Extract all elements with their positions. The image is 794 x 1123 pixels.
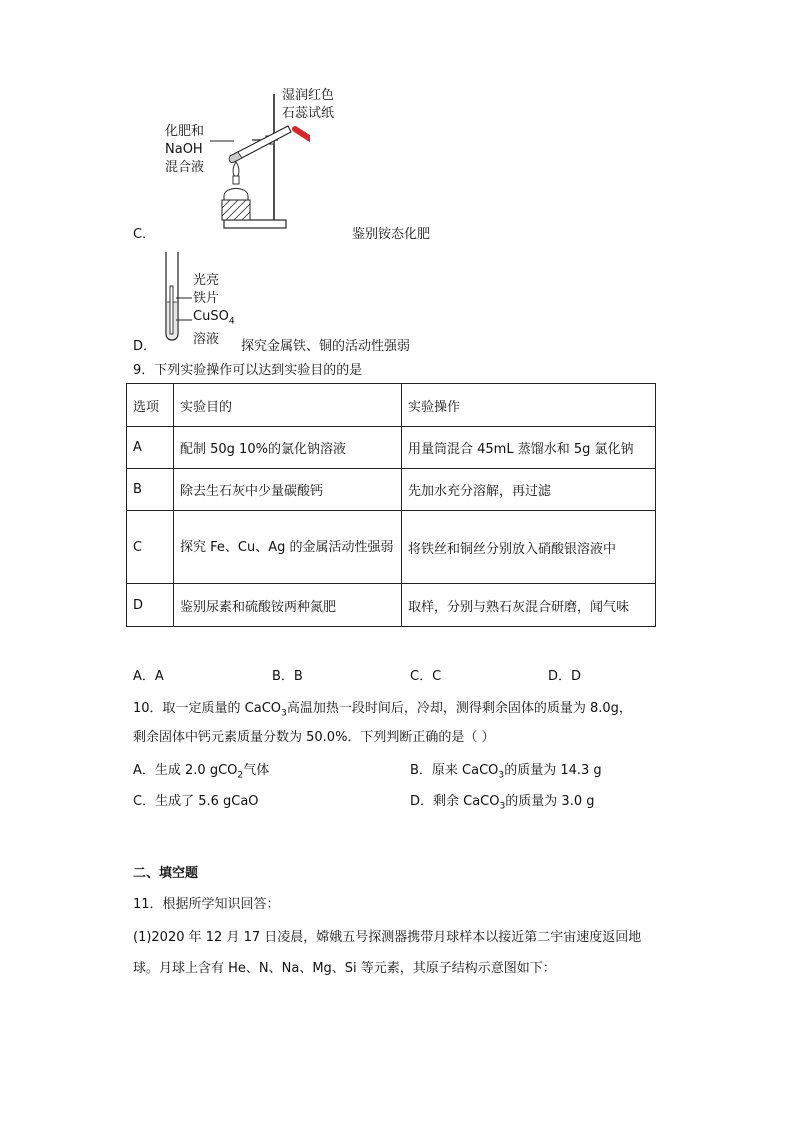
iron-label-line1: 光亮 xyxy=(193,273,220,288)
row-operation: 用量筒混合 45mL 蒸馏水和 5g 氯化钠 xyxy=(402,427,656,469)
row-operation: 先加水充分溶解，再过滤 xyxy=(402,469,656,511)
leader-line xyxy=(210,138,234,144)
q10-option-b: B．原来 CaCO$_3$的质量为 14.3 g xyxy=(410,763,602,781)
leader-lines xyxy=(176,290,192,330)
q9-table xyxy=(126,383,656,627)
q10-option-c: C．生成了 5.6 gCaO xyxy=(133,794,259,809)
header-operation: 实验操作 xyxy=(402,384,656,427)
mixture-label-line1: 化肥和 xyxy=(165,124,205,139)
row-purpose: 鉴别尿素和硫酸铵两种氮肥 xyxy=(174,584,402,627)
row-option: D xyxy=(127,584,174,627)
solution-label: 溶液 xyxy=(193,331,220,347)
row-operation: 将铁丝和铜丝分别放入硝酸银溶液中 xyxy=(402,511,656,584)
table-row xyxy=(127,511,656,584)
q10-option-a: A．生成 2.0 gCO$_2$气体 xyxy=(133,763,270,781)
litmus-label-line2: 石蕊试纸 xyxy=(282,106,335,121)
q9-option-b: B．B xyxy=(272,669,303,684)
q9-option-a: A．A xyxy=(133,669,164,684)
iron-label-line2: 铁片 xyxy=(193,291,220,306)
row-option: C xyxy=(127,511,174,584)
q11-part1-line1: (1)2020 年 12 月 17 日凌晨，嫦娥五号探测器携带月球样本以接近第二宇宙速度返回地 xyxy=(133,930,642,945)
q9-stem: 9．下列实验操作可以达到实验目的的是 xyxy=(133,363,363,378)
mixture-label-line2: NaOH xyxy=(165,142,203,157)
section-heading: 二、填空题 xyxy=(133,866,199,881)
q11-stem: 11．根据所学知识回答： xyxy=(133,897,280,912)
q11-part1-line2: 球。月球上含有 He、N、Na、Mg、Si 等元素，其原子结构示意图如下： xyxy=(133,961,556,976)
header-option: 选项 xyxy=(127,384,174,427)
q10-stem-line1: 10．取一定质量的 CaCO$_3$高温加热一段时间后，冷却，测得剩余固体的质量为 8.0g， xyxy=(133,701,632,719)
q9-option-c: C．C xyxy=(410,669,442,684)
q10-stem-line2: 剩余固体中钙元素质量分数为 50.0%．下列判断正确的是（ ） xyxy=(133,730,495,745)
mixture-label-line3: 混合液 xyxy=(165,160,205,175)
row-option: B xyxy=(127,469,174,511)
q9-option-d: D．D xyxy=(548,669,582,684)
row-option: A xyxy=(127,427,174,469)
table-header-row xyxy=(127,384,656,427)
figure-c-caption: 鉴别铵态化肥 xyxy=(352,227,431,242)
figure-d-caption: 探究金属铁、铜的活动性强弱 xyxy=(241,339,411,354)
header-purpose: 实验目的 xyxy=(174,384,402,427)
option-letter-c: C． xyxy=(133,227,156,242)
row-operation: 取样，分别与熟石灰混合研磨，闻气味 xyxy=(402,584,656,627)
row-purpose: 配制 50g 10%的氯化钠溶液 xyxy=(174,427,402,469)
option-letter-d: D． xyxy=(133,339,157,354)
cuso4-label: CuSO$_4$ xyxy=(193,309,235,327)
row-purpose: 除去生石灰中少量碳酸钙 xyxy=(174,469,402,511)
q10-option-d: D．剩余 CaCO$_3$的质量为 3.0 g xyxy=(410,794,595,812)
table-row xyxy=(127,584,656,627)
row-purpose: 探究 Fe、Cu、Ag 的金属活动性强弱 xyxy=(174,511,402,584)
litmus-label-line1: 湿润红色 xyxy=(282,88,335,103)
table-row xyxy=(127,427,656,469)
table-row xyxy=(127,469,656,511)
